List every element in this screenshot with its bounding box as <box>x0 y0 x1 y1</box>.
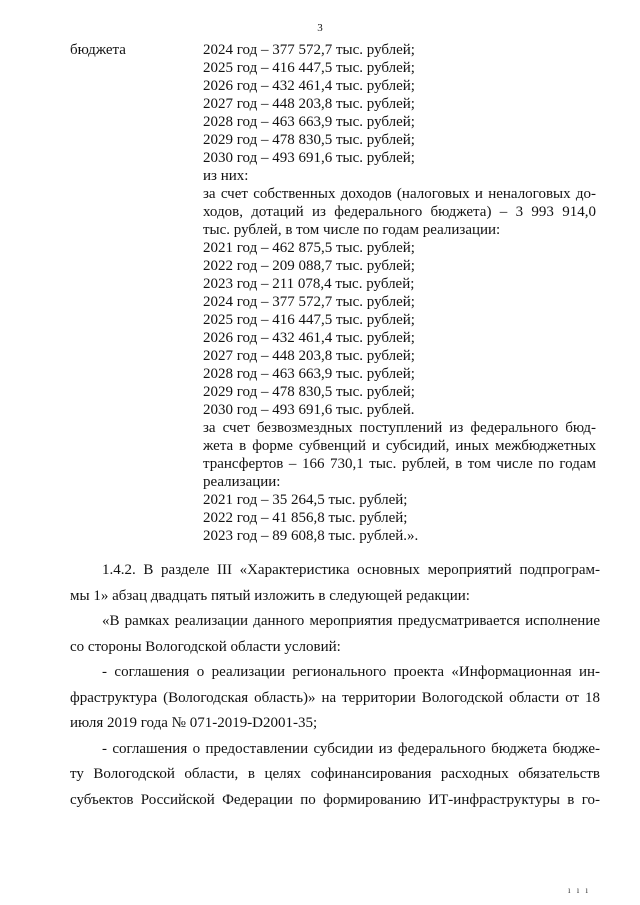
own-income-year-line: 2030 год – 493 691,6 тыс. рублей. <box>203 402 415 418</box>
own-income-year-line: 2025 год – 416 447,5 тыс. рублей; <box>203 312 415 328</box>
financing-column <box>203 41 596 545</box>
own-income-year-line: 2022 год – 209 088,7 тыс. рублей; <box>203 258 415 274</box>
federal-text-line: реализации: <box>203 474 281 490</box>
budget-label: бюджета <box>70 42 126 58</box>
own-income-text-line: ходов, дотаций из федерального бюджета) – 3 993 914,0 <box>203 204 596 220</box>
paragraph-2-line: «В рамках реализации данного мероприятия предусматривается исполнение <box>102 613 600 629</box>
federal-year-line: 2022 год – 41 856,8 тыс. рублей; <box>203 510 408 526</box>
federal-text-line: за счет безвозмездных поступлений из федерального бюд- <box>203 420 596 436</box>
own-income-text-line: за счет собственных доходов (налоговых и неналоговых до- <box>203 186 596 202</box>
federal-year-line: 2021 год – 35 264,5 тыс. рублей; <box>203 492 408 508</box>
federal-year-line: 2023 год – 89 608,8 тыс. рублей.». <box>203 528 419 544</box>
financing-line: 2025 год – 416 447,5 тыс. рублей; <box>203 60 415 76</box>
paragraph-2-line: со стороны Вологодской области условий: <box>70 638 341 655</box>
financing-line: 2026 год – 432 461,4 тыс. рублей; <box>203 78 415 94</box>
own-income-year-line: 2023 год – 211 078,4 тыс. рублей; <box>203 276 415 292</box>
federal-text-line: трансфертов – 166 730,1 тыс. рублей, в том числе по годам <box>203 456 596 472</box>
own-income-year-line: 2024 год – 377 572,7 тыс. рублей; <box>203 294 415 310</box>
paragraph-4-line: - соглашения о предоставлении субсидии из федерального бюджета бюдже- <box>102 740 600 757</box>
amendment-section <box>70 558 600 813</box>
own-income-year-line: 2028 год – 463 663,9 тыс. рублей; <box>203 366 415 382</box>
federal-text-line: жета в форме субвенций и субсидий, иных межбюджетных <box>203 438 596 454</box>
paragraph-3-line: фраструктура (Вологодская область)» на территории Вологодской области от 18 <box>70 689 600 706</box>
paragraph-4-line: ту Вологодской области, в целях софинансирования расходных обязательств <box>70 766 600 782</box>
financing-line: 2030 год – 493 691,6 тыс. рублей; <box>203 150 415 166</box>
own-income-year-line: 2026 год – 432 461,4 тыс. рублей; <box>203 330 415 346</box>
own-income-text-line: тыс. рублей, в том числе по годам реализации: <box>203 222 501 238</box>
own-income-year-line: 2029 год – 478 830,5 тыс. рублей; <box>203 384 415 400</box>
financing-line: 2029 год – 478 830,5 тыс. рублей; <box>203 132 415 148</box>
paragraph-3-line: - соглашения о реализации регионального проекта «Информационная ин- <box>102 664 600 680</box>
own-income-year-line: 2027 год – 448 203,8 тыс. рублей; <box>203 348 415 364</box>
paragraph-3-line: июля 2019 года № 071-2019-D2001-35; <box>70 715 318 731</box>
financing-line: 2024 год – 377 572,7 тыс. рублей; <box>203 42 415 58</box>
own-income-year-line: 2021 год – 462 875,5 тыс. рублей; <box>203 240 415 256</box>
footer-mark: ı ı ı <box>568 885 591 895</box>
paragraph-4-line: субъектов Российской Федерации по формированию ИТ-инфраструктуры в го- <box>70 791 600 808</box>
financing-line: 2027 год – 448 203,8 тыс. рублей; <box>203 96 415 112</box>
financing-line: из них: <box>203 168 249 184</box>
paragraph-1-line: мы 1» абзац двадцать пятый изложить в следующей редакции: <box>70 587 470 604</box>
paragraph-1-line: 1.4.2. В разделе III «Характеристика основных мероприятий подпрограм- <box>102 562 600 578</box>
page-number: 3 <box>317 22 323 34</box>
financing-line: 2028 год – 463 663,9 тыс. рублей; <box>203 114 415 130</box>
